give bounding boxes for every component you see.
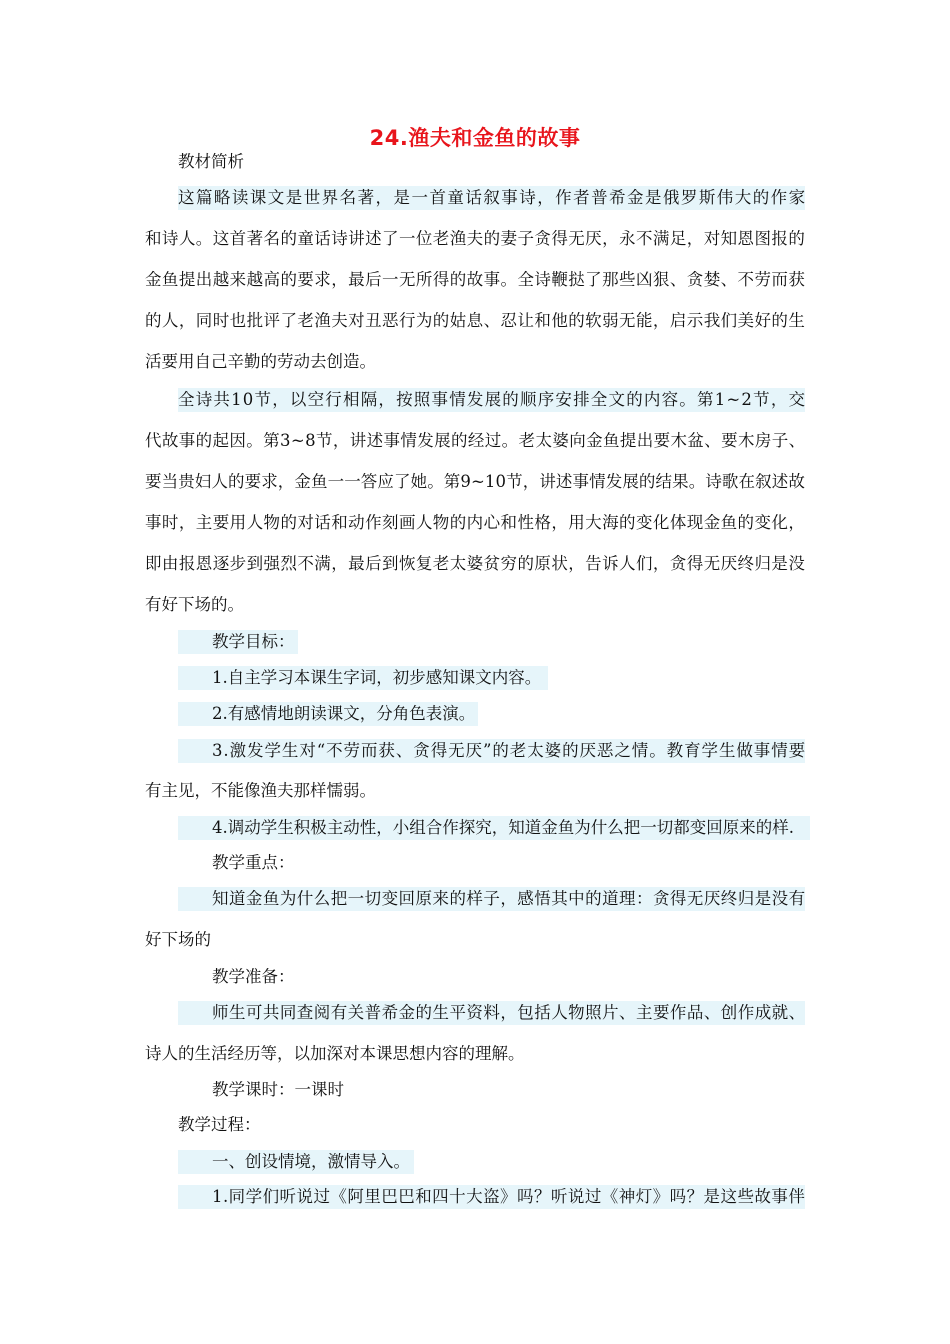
- paragraph-2-line: 代故事的起因。第3~8节，讲述事情发展的经过。老太婆向金鱼提出要木盆、要木房子、: [145, 431, 806, 450]
- goal-item-1: 1.自主学习本课生字词，初步感知课文内容。: [178, 666, 548, 690]
- prep-heading: 教学准备：: [212, 967, 295, 986]
- goal-item-3-line: 3.激发学生对“不劳而获、贪得无厌”的老太婆的厌恶之情。教育学生做事情要: [178, 739, 805, 763]
- paragraph-2-line: 事时，主要用人物的对话和动作刻画人物的内心和性格，用大海的变化体现金鱼的变化，: [145, 513, 806, 532]
- step-1-item-1: 1.同学们听说过《阿里巴巴和四十大盗》吗？听说过《神灯》吗？是这些故事伴: [178, 1185, 805, 1209]
- focus-line: 知道金鱼为什么把一切变回原来的样子，感悟其中的道理：贪得无厌终归是没有: [178, 887, 805, 911]
- paragraph-1-line: 活要用自己辛勤的劳动去创造。: [145, 352, 376, 371]
- paragraph-1-line: 这篇略读课文是世界名著，是一首童话叙事诗，作者普希金是俄罗斯伟大的作家: [178, 186, 805, 210]
- paragraph-2-line: 全诗共10节，以空行相隔，按照事情发展的顺序安排全文的内容。第1~2节，交: [178, 388, 805, 412]
- paragraph-1-line: 和诗人。这首著名的童话诗讲述了一位老渔夫的妻子贪得无厌，永不满足，对知恩图报的: [145, 229, 806, 248]
- class-hours: 教学课时：一课时: [212, 1080, 344, 1099]
- paragraph-2-line: 即由报恩逐步到强烈不满，最后到恢复老太婆贫穷的原状，告诉人们，贪得无厌终归是没: [145, 554, 806, 573]
- goal-item-2: 2.有感情地朗读课文，分角色表演。: [178, 702, 478, 726]
- process-heading: 教学过程：: [178, 1115, 261, 1134]
- goal-item-4: 4.调动学生积极主动性，小组合作探究，知道金鱼为什么把一切都变回原来的样.: [178, 816, 810, 840]
- step-1-heading: 一、创设情境，激情导入。: [178, 1150, 414, 1174]
- paragraph-2-line: 要当贵妇人的要求，金鱼一一答应了她。第9~10节，讲述事情发展的结果。诗歌在叙述故: [145, 472, 805, 491]
- goal-item-3-line: 有主见，不能像渔夫那样懦弱。: [145, 781, 376, 800]
- prep-line: 诗人的生活经历等，以加深对本课思想内容的理解。: [145, 1044, 525, 1063]
- page-title: 24.渔夫和金鱼的故事: [369, 126, 581, 150]
- focus-heading: 教学重点：: [212, 853, 295, 872]
- paragraph-1-line: 的人，同时也批评了老渔夫对丑恶行为的姑息、忍让和他的软弱无能，启示我们美好的生: [145, 311, 806, 330]
- section-heading-analysis: 教材简析: [178, 152, 244, 171]
- prep-line: 师生可共同查阅有关普希金的生平资料，包括人物照片、主要作品、创作成就、: [178, 1001, 805, 1025]
- focus-line: 好下场的: [145, 930, 211, 949]
- goals-heading: 教学目标：: [178, 630, 298, 654]
- paragraph-2-line: 有好下场的。: [145, 595, 244, 614]
- paragraph-1-line: 金鱼提出越来越高的要求，最后一无所得的故事。全诗鞭挞了那些凶狠、贪婪、不劳而获: [145, 270, 806, 289]
